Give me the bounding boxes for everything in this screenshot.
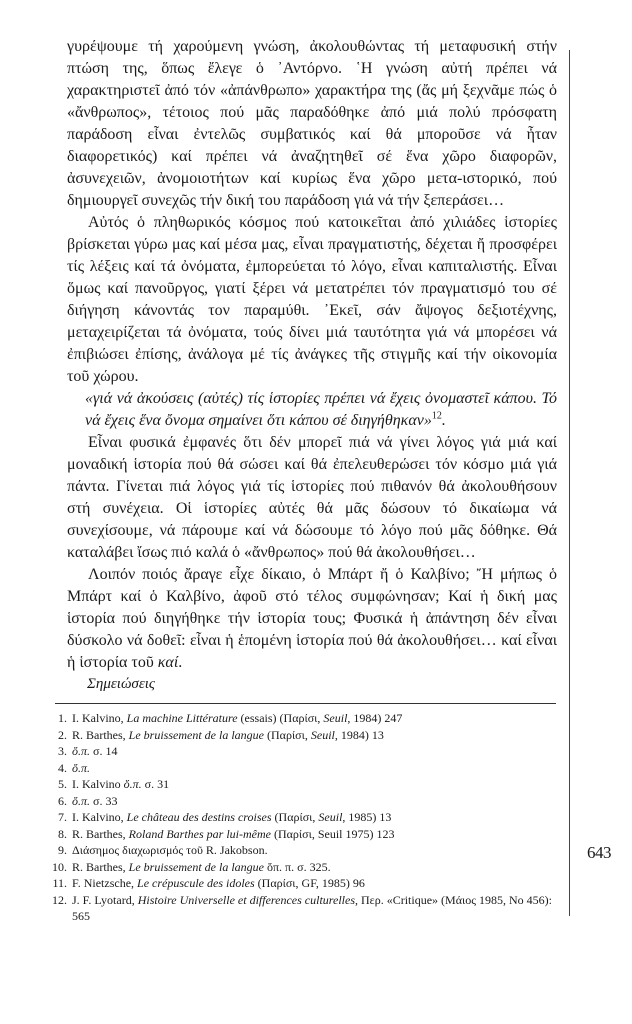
footnote-title: Le château des destins croises <box>126 810 272 824</box>
footnotes-list <box>45 710 565 925</box>
footnote-title: ὅ.π. <box>72 744 91 758</box>
footnote-publisher: Seuil <box>323 711 348 725</box>
footnote-title: ὅ.π. <box>72 793 91 808</box>
footnote-item <box>45 826 565 843</box>
footnote-title: Le bruissement de la langue <box>128 859 264 874</box>
footnote-text: F. Nietzsche, <box>72 876 138 890</box>
footnote-number: 12. <box>52 892 67 907</box>
footnote-publisher: Seuil <box>310 727 335 742</box>
footnote-text: (Παρίσι, GF, 1985) 96 <box>254 876 365 890</box>
paragraph-4 <box>67 564 557 674</box>
footnote-item <box>45 727 565 744</box>
footnote-number: 10. <box>52 859 67 874</box>
footnote-number: 8. <box>58 826 67 841</box>
footnote-title: Roland Barthes par lui-même <box>128 826 271 841</box>
footnote-text: (Παρίσι, <box>264 727 311 742</box>
footnote-publisher: Seuil <box>318 810 343 824</box>
footnote-number: 4. <box>58 760 67 775</box>
footnote-text: (Παρίσι, <box>271 810 319 824</box>
footnote-text: R. Barthes, <box>72 826 129 841</box>
footnote-item <box>45 710 565 727</box>
paragraph-3: Εἶναι φυσικά ἐμφανές ὅτι δέν μπορεῖ πιά νά γίνει λόγος γιά μιά καί μοναδική ἱστορία πού θά σώσει καί θά ἐπελευθερώσει τόν κόσμο μιά γιά πάντα. Γίνεται πιά λόγος γιά τίς ἱστορίες πού πιθανόν θά ἀκολουθήσουν στή συνέχεια. Οἱ ἱστορίες αὐτές θά μᾶς δώσουν τό δικαίωμα νά συνεχίσουμε, νά πάρουμε καί νά δώσουμε τό λόγο πού μᾶς δόθηκε. Θά καταλάβει ἴσως πιό καλά ὁ «ἄνθρωπος» πού θά ἀκολουθήσει… <box>67 434 557 561</box>
footnote-title: Le bruissement de la langue <box>128 727 264 742</box>
notes-divider <box>55 703 556 704</box>
footnote-text: R. Barthes, <box>72 727 129 742</box>
footnote-text: , 1985) 13 <box>342 810 392 824</box>
paragraph-4-italic: καί <box>157 654 179 671</box>
footnote-item <box>45 743 565 760</box>
paragraph-2: Αὐτός ὁ πληθωρικός κόσμος πού κατοικεῖται ἀπό χιλιάδες ἱστορίες βρίσκεται γύρω μας καί μέσα μας, εἶναι πραγματιστής, δέχεται ἤ προσφέρει τίς λέξεις καί τά ὀνόματα, ἐμπορεύεται τό λόγο, εἶναι καπιταλιστής. Εἶναι ὅμως καί πανοῦργος, γιατί ξέρει νά μετατρέπει τόν πραγματισμό του σέ διήγηση κάνοντάς τον παραμύθι. ᾿Εκεῖ, σάν ἄψογος δεξιοτέχνης, μεταχειρίζεται τά ὀνόματα, τούς δίνει μιά ταυτότητα γιά νά μπορέσει νά ἐπιβιώσει ἐπίσης, ἀνάλογα μέ τίς ἀνάγκες τῆς στιγμῆς καί τήν οἰκονομία τοῦ χώρου. <box>67 214 557 385</box>
footnote-text: , 1984) 13 <box>334 727 384 742</box>
footnote-text: , Περ. «Critique» (Μάιος 1985, No 456): 565 <box>72 892 552 923</box>
footnote-item <box>45 842 565 859</box>
footnote-item <box>45 793 565 810</box>
footnote-item <box>45 859 565 876</box>
footnote-item <box>45 776 565 793</box>
footnote-number: 3. <box>58 744 67 758</box>
footnote-title: Histoire Universelle et differences culturelles <box>137 892 355 907</box>
quote-text: «γιά νά ἀκούσεις (αὐτές) τίς ἱστορίες πρέπει νά ἔχεις ὀνομαστεῖ κάπου. Τό νά ἔχεις ἕνα ὄνομα σημαίνει ὅτι κάπου σέ διηγήθηκαν» <box>85 390 557 429</box>
footnote-text: σ. 14 <box>90 744 118 758</box>
footnote-text: (essais) (Παρίσι, <box>237 711 324 725</box>
footnote-number: 6. <box>58 793 67 808</box>
footnote-number: 7. <box>58 810 67 824</box>
footnote-number: 9. <box>58 843 67 857</box>
footnote-text: ὅπ. π. σ. 325. <box>264 859 331 874</box>
footnote-title: La machine Littérature <box>126 711 238 725</box>
notes-heading: Σημειώσεις <box>87 676 155 692</box>
footnote-text: I. Kalvino, <box>72 711 127 725</box>
footnote-item <box>45 760 565 777</box>
footnote-text: I. Kalvino <box>72 777 124 791</box>
paragraph-4-end: . <box>178 654 183 671</box>
block-quote: «γιά νά ἀκούσεις (αὐτές) τίς ἱστορίες πρέπει νά ἔχεις ὀνομαστεῖ κάπου. Τό νά ἔχεις ἕνα ὄνομα σημαίνει ὅτι κάπου σέ διηγήθηκαν»$^{12}$. <box>85 390 557 429</box>
margin-rule <box>569 50 570 916</box>
footnote-text: σ. 33 <box>90 793 118 808</box>
footnote-item <box>45 809 565 826</box>
footnote-text: R. Barthes, <box>72 859 129 874</box>
footnote-text: (Παρίσι, Seuil 1975) 123 <box>270 826 395 841</box>
footnote-text: I. Kalvino, <box>72 810 127 824</box>
page-number: 643 <box>587 843 611 862</box>
paragraph-4-text: Λοιπόν ποιός ἄραγε εἶχε δίκαιο, ὁ Μπάρτ ἤ ὁ Καλβίνο; Ἤ μήπως ὁ Μπάρτ καί ὁ Καλβίνο, ἀφοῦ στό τέλος συμφώνησαν; Καί ἡ δική μας ἱστορία πού διηγήθηκε τήν ἱστορία τους; Φυσικά ἡ ἀπάντηση δέν εἶναι δύσκολο νά δοθεῖ: εἶναι ἡ ἑπομένη ἱστορία πού θά ἀκολουθήσει… καί εἶναι ἡ ἱστορία τοῦ <box>67 566 557 671</box>
footnote-number: 1. <box>58 711 67 725</box>
footnote-text: σ. 31 <box>141 777 170 791</box>
footnote-number: 2. <box>58 727 67 742</box>
footnote-text: Διάσημος διαχωρισμός τοῦ R. Jakobson. <box>72 843 268 857</box>
body-text <box>67 36 557 674</box>
footnote-ref[interactable]: 12 <box>431 410 442 422</box>
footnote-item <box>45 875 565 892</box>
footnote-title: Le crépuscule des idoles <box>137 876 255 890</box>
footnote-text: , 1984) 247 <box>347 711 403 725</box>
footnote-number: 11. <box>52 876 67 890</box>
footnote-title: ὅ.π. <box>123 777 142 791</box>
paragraph-1: γυρέψουμε τή χαρούμενη γνώση, ἀκολουθώντας τή μεταφυσική στήν πτώση της, ὅπως ἔλεγε ὁ ᾿Αντόρνο. ῾Η γνώση αὐτή πρέπει νά χαρακτηριστεῖ ἀπό τόν «ἀπάνθρωπο» χαρακτήρα της (ἄς μή ξεχνᾶμε πώς ὁ «ἄνθρωπος», τέτοιος πού μᾶς παραδόθηκε ἀπό μιά πολύ πρόσφατη παράδοση εἶναι ἐντελῶς συμβατικός καί θά μποροῦσε νά ἦταν διαφορετικός) καί πρέπει νά ἀναζητηθεῖ σέ ἕνα χῶρο διαφορῶν, ἀσυνεχειῶν, ἀνομοιοτήτων καί κυρίως ἕνα χῶρο μετα-ιστορικό, πού δημιουργεῖ συνεχῶς τήν δική του παράδοση γιά νά τήν ξεπεράσει… <box>67 38 557 209</box>
footnote-number: 5. <box>58 777 67 791</box>
footnote-item <box>45 892 562 925</box>
footnote-title: ὅ.π. <box>72 760 91 775</box>
footnote-text: J. F. Lyotard, <box>72 892 138 907</box>
